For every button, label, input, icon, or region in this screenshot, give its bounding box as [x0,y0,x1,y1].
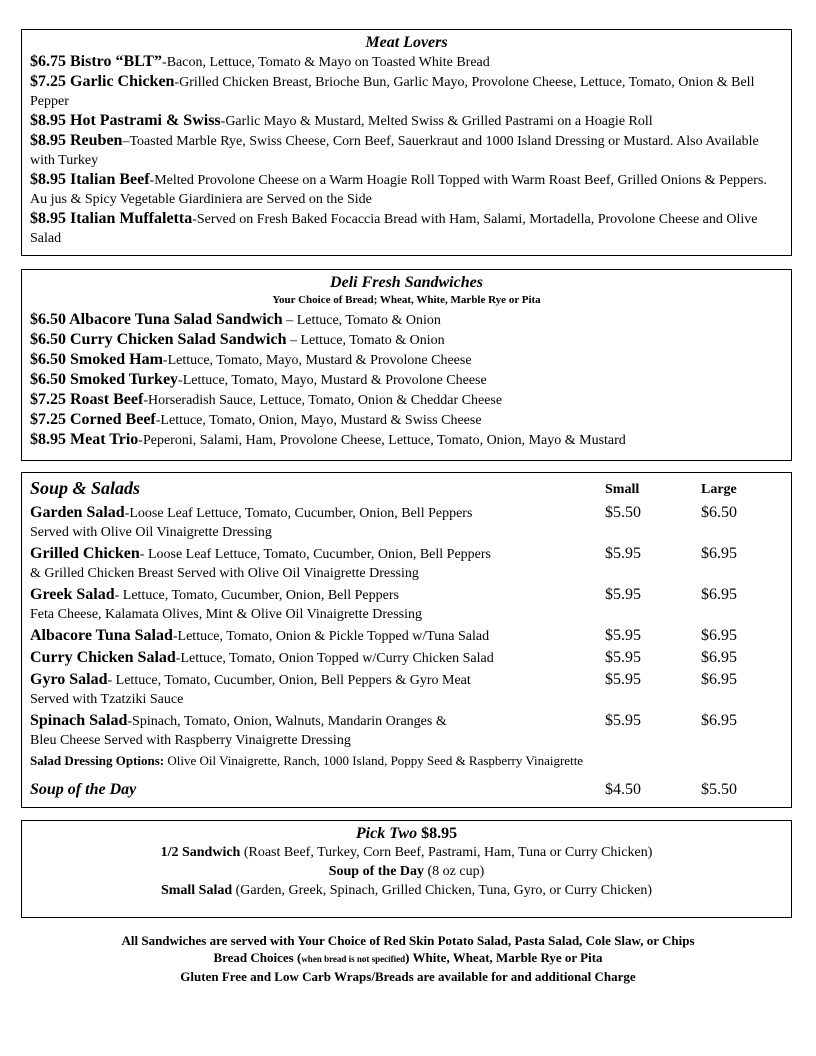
salad-item [22,544,791,583]
salad-desc-continued: Feta Cheese, Kalamata Olives, Mint & Olive Oil Vinaigrette Dressing [30,607,422,622]
pick-two-option [22,862,791,881]
meat-item-desc: -Melted Provolone Cheese on a Warm Hoagie Roll Topped with Warm Roast Beef, Grilled Onions & Peppers. Au jus & Spicy Vegetable Giardiniera are Served on the Side [30,173,767,207]
salad-small-price: $5.95 [605,712,641,729]
pick-two-option-detail: (8 oz cup) [424,864,485,879]
deli-item [22,310,791,330]
salad-desc: -Lettuce, Tomato, Onion Topped w/Curry Chicken Salad [175,651,494,666]
salad-desc: - Lettuce, Tomato, Cucumber, Onion, Bell Peppers & Gyro Meat [107,673,471,688]
deli-item-name: $6.50 Smoked Ham [30,351,163,368]
deli-item [22,370,791,390]
meat-item-name: $6.75 Bistro “BLT” [30,53,163,70]
deli-item-name: $6.50 Albacore Tuna Salad Sandwich [30,311,283,328]
salad-large-price: $6.95 [701,545,737,562]
salad-name: Spinach Salad [30,712,128,729]
footer-line-sides: All Sandwiches are served with Your Choice of Red Skin Potato Salad, Pasta Salad, Cole Slaw, or Chips [121,933,695,948]
pick-two-title: Pick Two [355,825,418,842]
salad-item [22,626,791,646]
bread-note: when bread is not specified [301,954,406,964]
salad-name: Greek Salad [30,586,115,603]
salad-name: Garden Salad [30,504,125,521]
salad-item [22,711,791,750]
meat-item [22,131,791,170]
meat-item [22,52,791,72]
salad-desc: - Loose Leaf Lettuce, Tomato, Cucumber, Onion, Bell Peppers [139,547,491,562]
salad-desc-continued: Bleu Cheese Served with Raspberry Vinaigrette Dressing [30,733,351,748]
salad-item [22,648,791,668]
deli-item-desc: -Lettuce, Tomato, Mayo, Mustard & Provolone Cheese [178,373,487,388]
pick-two-option-name: Small Salad [160,883,233,898]
deli-item-desc: -Peperoni, Salami, Ham, Provolone Cheese, Lettuce, Tomato, Onion, Mayo & Mustard [138,433,626,448]
pick-two-option-detail: (Roast Beef, Turkey, Corn Beef, Pastrami, Ham, Tuna or Curry Chicken) [240,845,653,860]
deli-item-name: $7.25 Roast Beef [30,391,144,408]
deli-item-desc: -Lettuce, Tomato, Mayo, Mustard & Provolone Cheese [162,353,472,368]
salad-large-price: $6.95 [701,586,737,603]
deli-item-desc: -Horseradish Sauce, Lettuce, Tomato, Onion & Cheddar Cheese [143,393,503,408]
footer-notes [0,932,816,985]
salad-small-price: $5.50 [605,504,641,521]
pick-two-option-name: Soup of the Day [328,864,425,879]
salad-desc-continued: & Grilled Chicken Breast Served with Olive Oil Vinaigrette Dressing [30,566,419,581]
salad-small-price: $5.95 [605,671,641,688]
footer-line-bread [0,949,816,968]
meat-lovers-section [21,29,792,256]
deli-item [22,430,791,450]
deli-item [22,410,791,430]
salad-large-price: $6.95 [701,627,737,644]
salad-large-price: $6.95 [701,712,737,729]
meat-item [22,170,791,209]
deli-item [22,330,791,350]
salad-desc: -Loose Leaf Lettuce, Tomato, Cucumber, Onion, Bell Peppers [124,506,473,521]
salads-header [22,477,791,499]
bread-choices-label: Bread Choices ( [213,950,302,965]
meat-item-desc: -Grilled Chicken Breast, Brioche Bun, Garlic Mayo, Provolone Cheese, Lettuce, Tomato, Onion & Bell Pepper [30,75,755,109]
salad-item [22,585,791,624]
salad-desc: - Lettuce, Tomato, Cucumber, Onion, Bell Peppers [114,588,399,603]
bread-choices-list: ) White, Wheat, Marble Rye or Pita [405,950,603,965]
meat-item-desc: –Toasted Marble Rye, Swiss Cheese, Corn Beef, Sauerkraut and 1000 Island Dressing or Mustard. Also Available with Turkey [30,134,759,168]
meat-item-name: $8.95 Italian Beef [30,171,150,188]
salad-item [22,670,791,709]
deli-item [22,350,791,370]
salad-small-price: $5.95 [605,627,641,644]
meat-item [22,209,791,248]
meat-item-desc: -Bacon, Lettuce, Tomato & Mayo on Toasted White Bread [162,55,490,70]
salad-name: Gyro Salad [30,671,108,688]
salad-desc: -Spinach, Tomato, Onion, Walnuts, Mandarin Oranges & [127,714,447,729]
deli-item-name: $7.25 Corned Beef [30,411,156,428]
salad-desc-continued: Served with Tzatziki Sauce [30,692,184,707]
salads-title: Soup & Salads [30,478,141,498]
deli-item-name: $6.50 Curry Chicken Salad Sandwich [30,331,287,348]
large-column-header: Large [701,482,737,497]
pick-two-option [22,881,791,900]
meat-item [22,72,791,111]
soup-large-price: $5.50 [701,781,737,798]
salad-name: Curry Chicken Salad [30,649,176,666]
pick-two-heading [22,824,791,843]
deli-item-name: $8.95 Meat Trio [30,431,139,448]
dressing-label: Salad Dressing Options: [30,753,165,768]
soup-of-the-day-row [22,780,791,800]
meat-item-name: $8.95 Italian Muffaletta [30,210,193,227]
salad-large-price: $6.50 [701,504,737,521]
footer-line-gluten: Gluten Free and Low Carb Wraps/Breads are available for and additional Charge [180,969,636,984]
pick-two-option-name: 1/2 Sandwich [160,845,241,860]
salad-item [22,503,791,542]
deli-item-desc: -Lettuce, Tomato, Onion, Mayo, Mustard & Swiss Cheese [155,413,482,428]
deli-item-desc: – Lettuce, Tomato & Onion [286,333,445,348]
salad-small-price: $5.95 [605,586,641,603]
salad-large-price: $6.95 [701,671,737,688]
dressing-text: Olive Oil Vinaigrette, Ranch, 1000 Island, Poppy Seed & Raspberry Vinaigrette [164,753,584,768]
pick-two-option [22,843,791,862]
soup-salads-section [21,472,792,808]
salad-small-price: $5.95 [605,545,641,562]
soup-small-price: $4.50 [605,781,641,798]
pick-two-section [21,820,792,918]
salad-large-price: $6.95 [701,649,737,666]
salad-desc-continued: Served with Olive Oil Vinaigrette Dressing [30,525,272,540]
dressing-options [22,752,791,770]
meat-lovers-title: Meat Lovers [365,34,448,51]
deli-subtitle: Your Choice of Bread; Wheat, White, Marble Rye or Pita [272,294,541,306]
meat-item [22,111,791,131]
deli-section [21,269,792,461]
salad-name: Albacore Tuna Salad [30,627,173,644]
meat-item-desc: -Garlic Mayo & Mustard, Melted Swiss & Grilled Pastrami on a Hoagie Roll [220,114,653,129]
salad-desc: -Lettuce, Tomato, Onion & Pickle Topped w/Tuna Salad [172,629,490,644]
deli-item [22,390,791,410]
deli-title: Deli Fresh Sandwiches [330,274,483,291]
pick-two-price: $8.95 [421,825,458,842]
deli-item-desc: – Lettuce, Tomato & Onion [282,313,441,328]
deli-item-name: $6.50 Smoked Turkey [30,371,179,388]
pick-two-option-detail: (Garden, Greek, Spinach, Grilled Chicken, Tuna, Gyro, or Curry Chicken) [232,883,653,898]
meat-item-name: $8.95 Reuben [30,132,123,149]
soup-name: Soup of the Day [30,781,137,798]
meat-item-name: $7.25 Garlic Chicken [30,73,175,90]
salad-name: Grilled Chicken [30,545,140,562]
salad-small-price: $5.95 [605,649,641,666]
meat-item-desc: -Served on Fresh Baked Focaccia Bread with Ham, Salami, Mortadella, Provolone Cheese and Olive Salad [30,212,758,246]
small-column-header: Small [605,482,640,497]
meat-item-name: $8.95 Hot Pastrami & Swiss [30,112,221,129]
